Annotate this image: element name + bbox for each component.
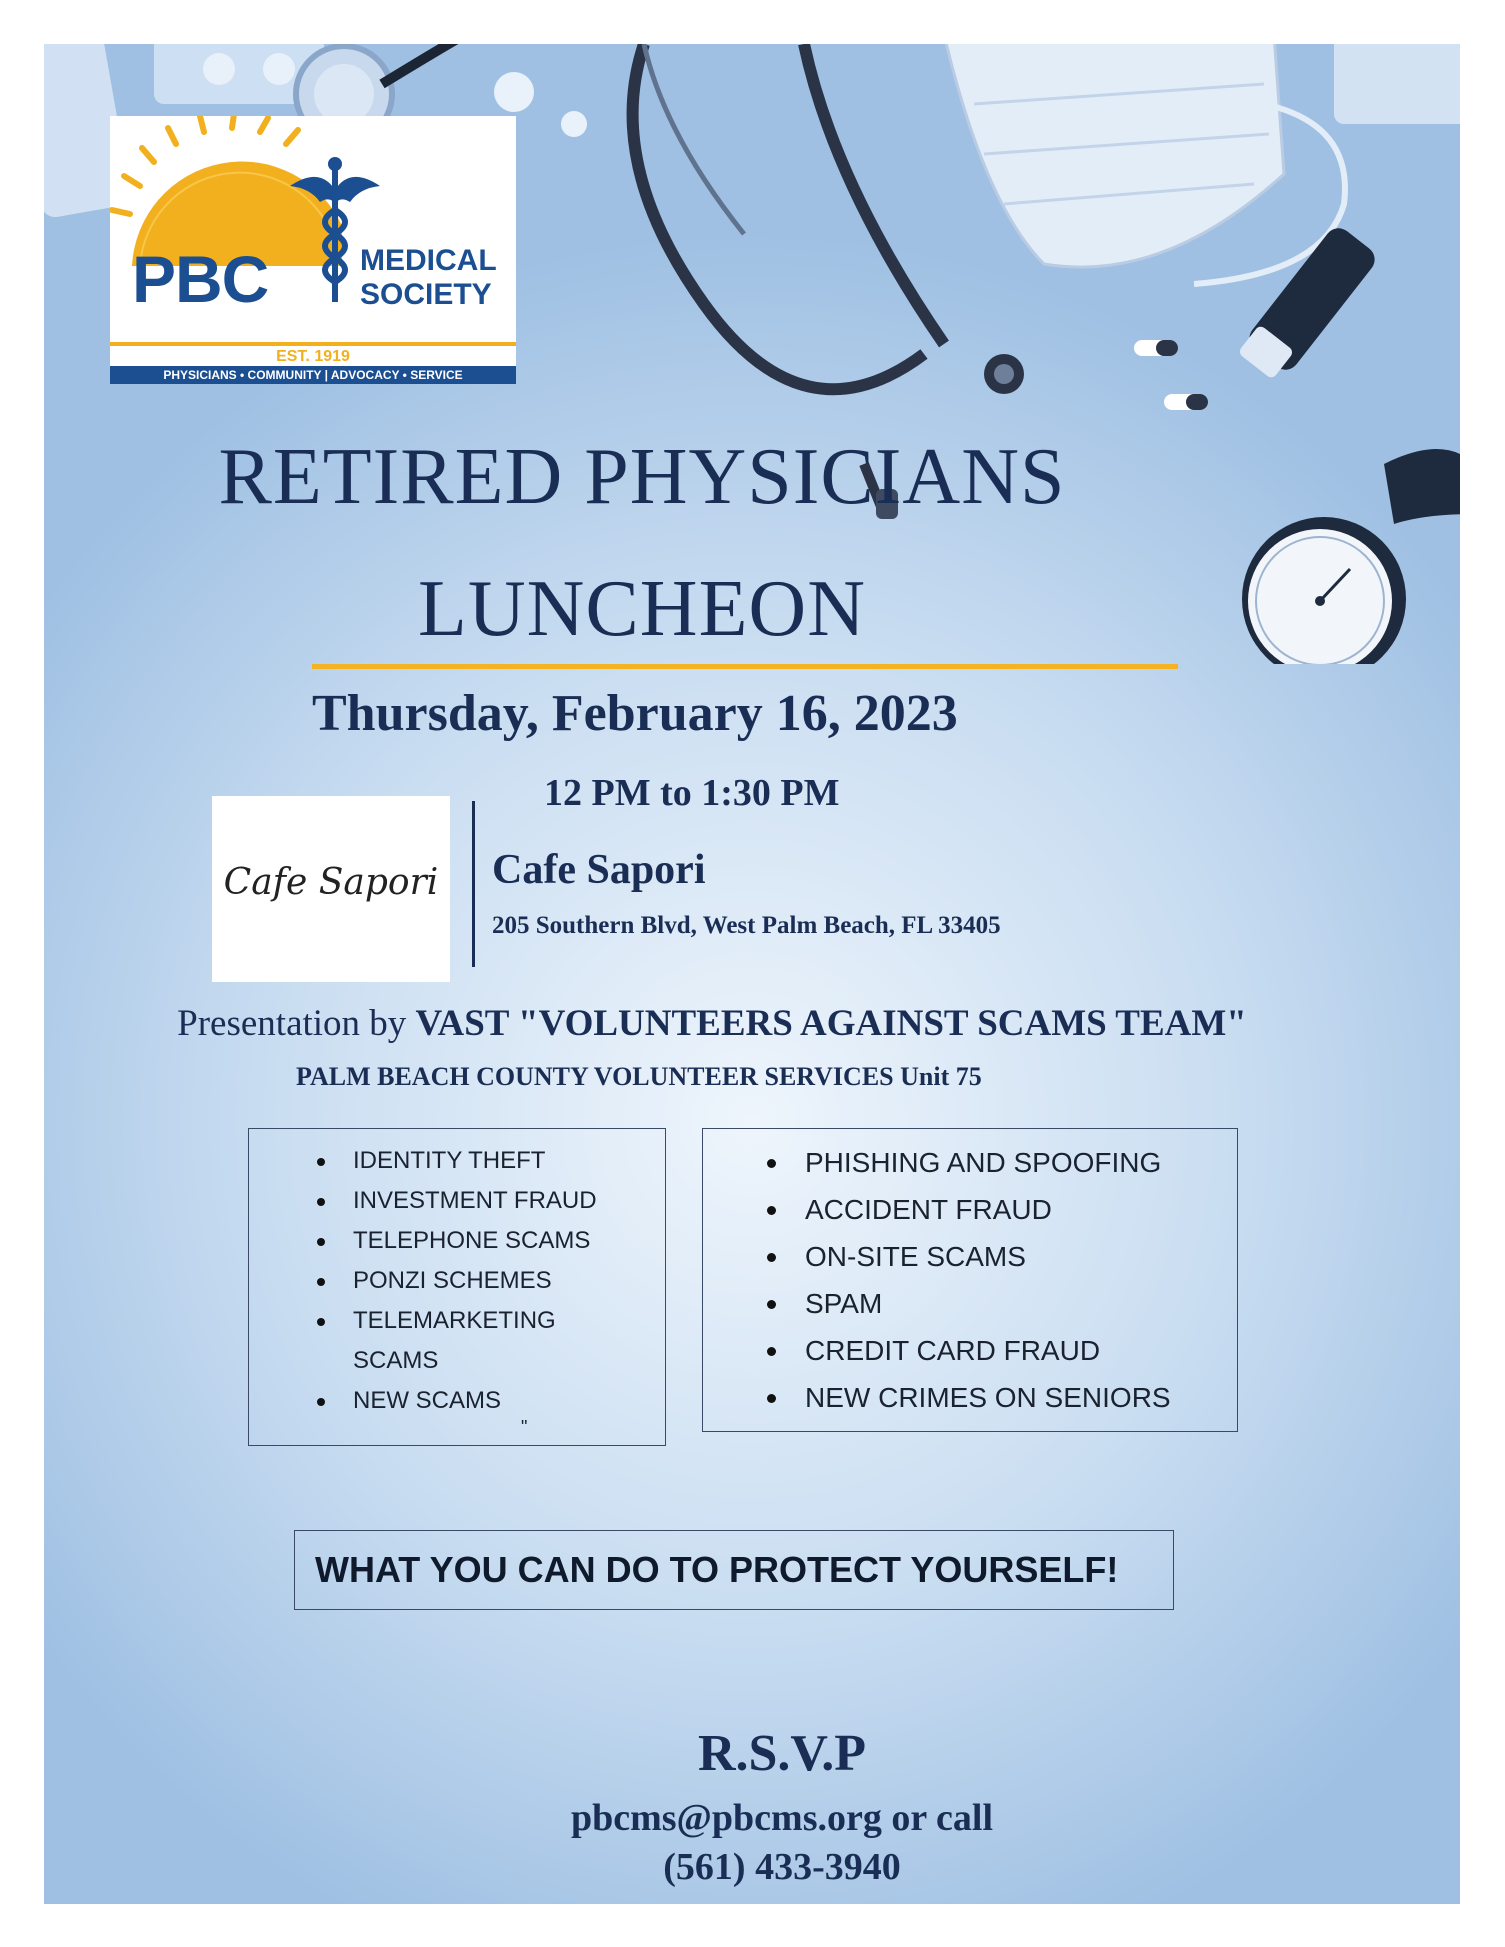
topics-box-right	[702, 1128, 1238, 1432]
blister-pack-icon-right	[1334, 44, 1460, 124]
face-mask-icon	[944, 44, 1345, 284]
cafe-sapori-logo	[212, 796, 450, 982]
list-item: NEW CRIMES ON SENIORS	[759, 1374, 1219, 1421]
list-item: TELEMARKETING SCAMS	[309, 1301, 609, 1381]
logo-gold-stripe	[110, 342, 516, 346]
title-underline	[312, 664, 1178, 669]
list-item: IDENTITY THEFT	[309, 1141, 609, 1181]
venue-name: Cafe Sapori	[492, 847, 706, 893]
event-time: 12 PM to 1:30 PM	[544, 772, 840, 814]
presentation-line	[44, 1002, 1420, 1045]
list-item: SPAM	[759, 1280, 1219, 1327]
rsvp-phone: (561) 433-3940	[663, 1846, 901, 1888]
presenter-name: VAST "VOLUNTEERS AGAINST SCAMS TEAM"	[415, 1003, 1247, 1044]
logo-medical-society-text: MEDICAL SOCIETY	[360, 244, 497, 311]
logo-tagline: PHYSICIANS • COMMUNITY | ADVOCACY • SERVICE	[110, 366, 516, 384]
presenter-organization: PALM BEACH COUNTY VOLUNTEER SERVICES Unit 75	[296, 1062, 982, 1091]
vial-icon	[1238, 223, 1381, 380]
flyer	[44, 44, 1460, 1904]
list-item: PONZI SCHEMES	[309, 1261, 609, 1301]
presentation-prefix: Presentation by	[177, 1003, 416, 1044]
cafe-logo-script-text: Cafe Sapori	[223, 862, 439, 903]
logo-pbc-text: PBC	[132, 242, 269, 316]
list-item: NEW SCAMS	[309, 1381, 609, 1421]
logo-established-text: EST. 1919	[276, 348, 350, 365]
topics-list-right	[759, 1139, 1219, 1421]
list-item: PHISHING AND SPOOFING	[759, 1139, 1219, 1186]
list-item: TELEPHONE SCAMS	[309, 1221, 609, 1261]
rsvp-heading: R.S.V.P	[697, 1725, 867, 1782]
rsvp-email-line: pbcms@pbcms.org or call	[570, 1797, 994, 1839]
list-item: INVESTMENT FRAUD	[309, 1181, 609, 1221]
list-item: ON-SITE SCAMS	[759, 1233, 1219, 1280]
pbc-medical-society-logo	[110, 116, 516, 384]
list-item: ACCIDENT FRAUD	[759, 1186, 1219, 1233]
venue-divider	[472, 801, 475, 967]
topics-list-left	[309, 1141, 609, 1421]
protect-yourself-banner: WHAT YOU CAN DO TO PROTECT YOURSELF!	[294, 1530, 1174, 1610]
stray-quote-mark: "	[521, 1417, 528, 1437]
topics-box-left	[248, 1128, 666, 1446]
event-title-line1: RETIRED PHYSICIANS	[218, 433, 1066, 521]
event-date: Thursday, February 16, 2023	[312, 685, 958, 742]
event-title-line2: LUNCHEON	[418, 565, 866, 653]
venue-address: 205 Southern Blvd, West Palm Beach, FL 33405	[492, 912, 1001, 939]
list-item: CREDIT CARD FRAUD	[759, 1327, 1219, 1374]
